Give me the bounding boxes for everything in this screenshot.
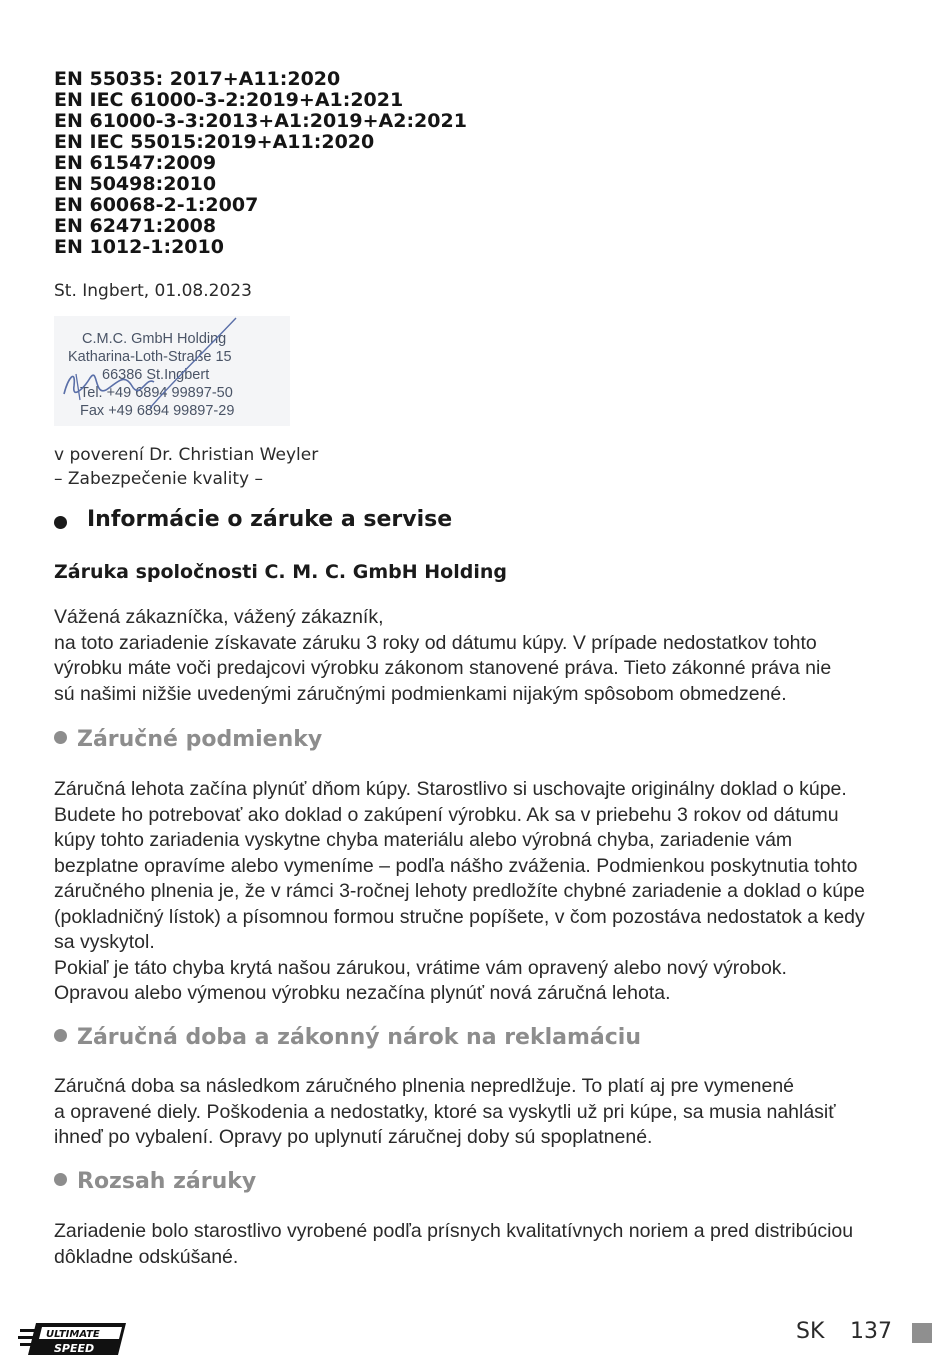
text-line: výrobku máte voči predajcovi výrobku zákonom stanovené práva. Tieto zákonné práva nie <box>54 657 832 679</box>
conditions-heading <box>54 727 322 752</box>
stamp-line: C.M.C. GmbH Holding <box>82 331 227 347</box>
standard-item: EN 55035: 2017+A11:2020 <box>54 68 341 90</box>
bullet-icon <box>54 731 67 744</box>
stamp-line: Tel. +49 6894 99897-50 <box>80 385 233 401</box>
page-marker <box>912 1323 932 1343</box>
text-line: ihneď po vybalení. Opravy po uplynutí záručnej doby sú spoplatnené. <box>54 1126 653 1148</box>
page-number: 137 <box>850 1319 892 1344</box>
stamp-line: Fax +49 6894 99897-29 <box>80 403 235 419</box>
text-line: bezplatne opravíme alebo vymeníme – podľa nášho zváženia. Podmienkou poskytnutia tohto <box>54 854 858 877</box>
text-line: Pokiaľ je táto chyba krytá našou zárukou, vrátime vám opravený alebo nový výrobok. <box>54 956 787 979</box>
ultimate-speed-logo-icon <box>18 1319 126 1359</box>
svg-text:SPEED: SPEED <box>54 1342 95 1355</box>
conditions-paragraph <box>54 777 865 1007</box>
period-title: Záručná doba a zákonný nárok na reklamáciu <box>77 1025 641 1050</box>
section-title: Informácie o záruke a servise <box>87 507 453 532</box>
text-line: Opravou alebo výmenou výrobku nezačína plynúť nová záručná lehota. <box>54 982 671 1004</box>
text-line: sa vyskytol. <box>54 931 155 953</box>
text-line: Vážená zákazníčka, vážený zákazník, <box>54 606 384 628</box>
conditions-title: Záručné podmienky <box>77 727 323 752</box>
text-line: Zariadenie bolo starostlivo vyrobené podľa prísnych kvalitatívnych noriem a pred distribúciou <box>54 1220 854 1242</box>
place-date: St. Ingbert, 01.08.2023 <box>54 281 252 301</box>
standards-list <box>54 69 467 258</box>
standard-item: EN 50498:2010 <box>54 173 217 195</box>
text-line: záručného plnenia je, že v rámci 3-ročnej lehoty predložíte chybné zariadenie a doklad o kúpe <box>54 880 865 902</box>
signatory-role: – Zabezpečenie kvality – <box>54 469 263 489</box>
text-line: sú našimi nižšie uvedenými záručnými podmienkami nijakým spôsobom obmedzené. <box>54 682 787 705</box>
bullet-icon <box>54 1029 67 1042</box>
standard-item: EN IEC 55015:2019+A11:2020 <box>54 131 375 153</box>
stamp-line: Katharina-Loth-Straße 15 <box>68 349 232 365</box>
signature-icon <box>54 316 290 426</box>
text-line: (pokladničný lístok) a písomnou formou stručne popíšete, v čom pozostáva nedostatok a kedy <box>54 905 865 928</box>
signatory-name: v poverení Dr. Christian Weyler <box>54 445 319 465</box>
warranty-title: Záruka spoločnosti C. M. C. GmbH Holding <box>54 561 507 583</box>
scope-heading <box>54 1169 256 1194</box>
text-line: Záručná doba sa následkom záručného plnenia nepredlžuje. To platí aj pre vymenené <box>54 1075 795 1097</box>
standard-item: EN 62471:2008 <box>54 215 217 237</box>
standard-item: EN 61547:2009 <box>54 152 217 174</box>
signatory <box>54 443 318 491</box>
period-paragraph <box>54 1074 836 1151</box>
text-line: kúpy tohto zariadenia vyskytne chyba materiálu alebo výrobná chyba, zariadenie vám <box>54 829 793 851</box>
stamp-line: 66386 St.Ingbert <box>102 367 210 383</box>
text-line: dôkladne odskúšané. <box>54 1245 239 1268</box>
text-line: a opravené diely. Poškodenia a nedostatky, ktoré sa vyskytli už pri kúpe, sa musia nahlásiť <box>54 1100 836 1123</box>
company-stamp <box>54 316 290 426</box>
bullet-icon <box>54 516 67 529</box>
scope-title: Rozsah záruky <box>77 1169 257 1194</box>
text-line: Záručná lehota začína plynúť dňom kúpy. Starostlivo si uschovajte originálny doklad o kúpe. <box>54 778 847 800</box>
standard-item: EN IEC 61000-3-2:2019+A1:2021 <box>54 89 404 111</box>
intro-paragraph <box>54 605 831 707</box>
page-language: SK <box>796 1319 825 1344</box>
text-line: na toto zariadenie získavate záruku 3 roky od dátumu kúpy. V prípade nedostatkov tohto <box>54 631 817 654</box>
period-heading <box>54 1025 641 1050</box>
standard-item: EN 61000-3-3:2013+A1:2019+A2:2021 <box>54 110 467 132</box>
standard-item: EN 60068-2-1:2007 <box>54 194 259 216</box>
bullet-icon <box>54 1173 67 1186</box>
standard-item: EN 1012-1:2010 <box>54 236 224 258</box>
svg-text:ULTIMATE: ULTIMATE <box>46 1329 100 1340</box>
scope-paragraph <box>54 1219 853 1270</box>
text-line: Budete ho potrebovať ako doklad o zakúpení výrobku. Ak sa v priebehu 3 rokov od dátumu <box>54 803 839 826</box>
